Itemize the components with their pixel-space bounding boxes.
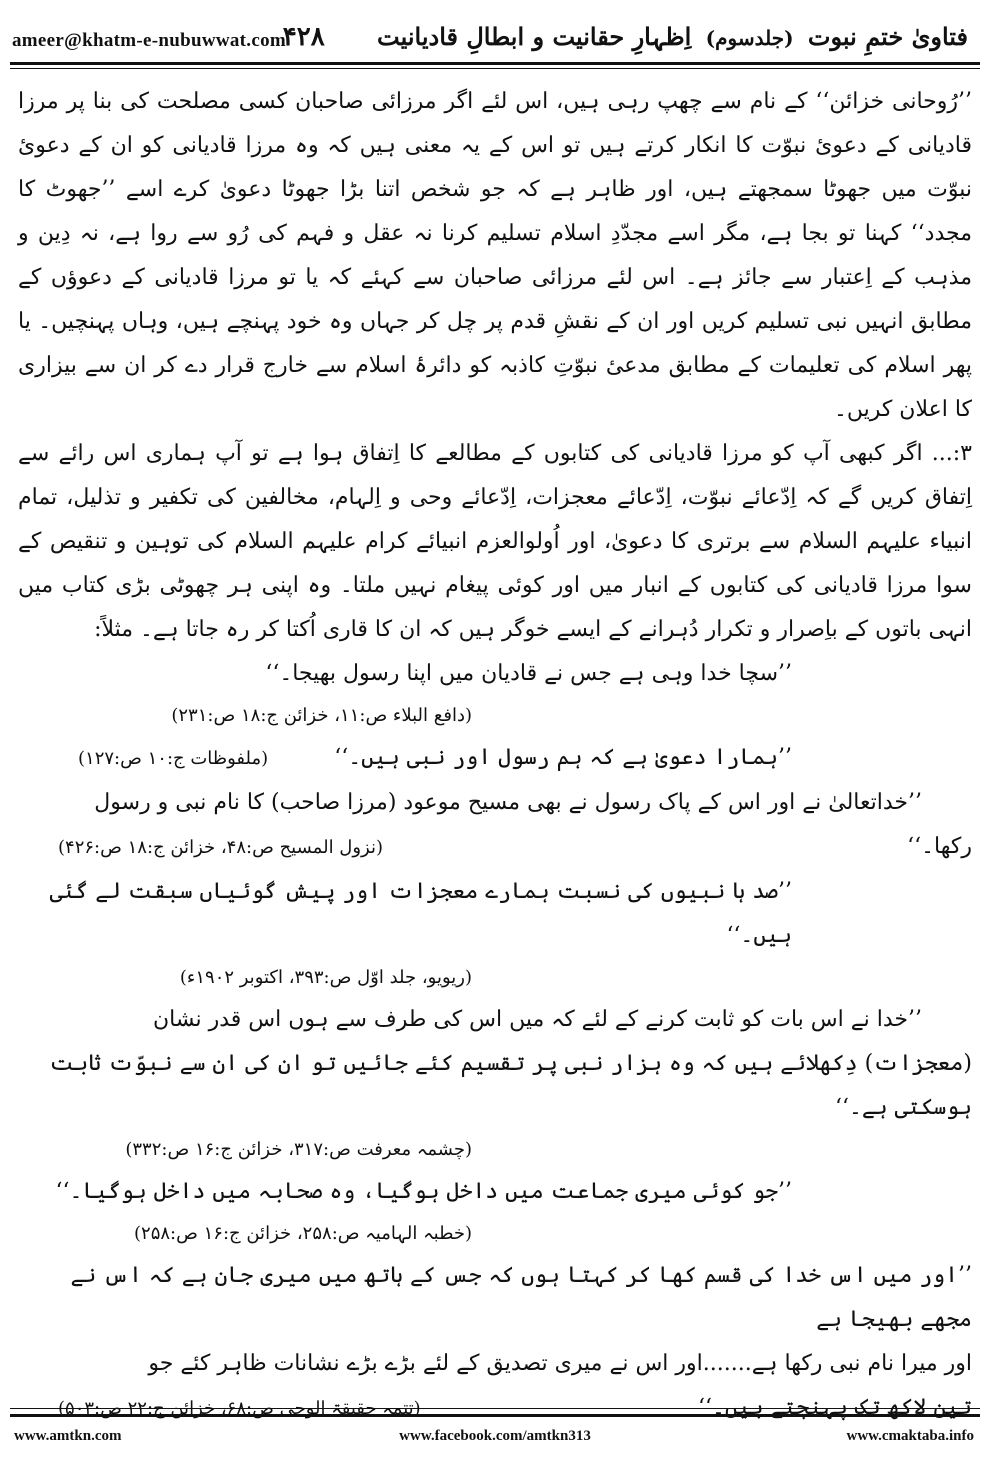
volume-label: (جلدسوم) [705,26,794,50]
quote-1: ’’سچا خدا وہی ہے جس نے قادیان میں اپنا رسول بھیجا۔‘‘ [265,661,792,686]
quote-3-row [18,825,972,870]
book-title: فتاویٰ ختمِ نبوت [807,22,968,51]
footer-link-center: www.facebook.com/amtkn313 [399,1428,591,1444]
reference-1: (دافع البلاء ص:۱۱، خزائن ج:۱۸ ص:۲۳۱) [171,705,472,726]
header-email: ameer@khatm-e-nubuwwat.com [12,30,287,51]
footer-link-right: www.cmaktaba.info [846,1428,974,1444]
page-number: ۴۲۸ [282,22,325,52]
reference-4: (ریویو، جلد اوّل ص:۳۹۳، اکتوبر ۱۹۰۲ء) [179,967,472,988]
quote-4: ’’صد ہا نبیوں کی نسبت ہمارے معجزات اور پیش گوئیاں سبقت لے گئی ہیں۔‘‘ [49,879,792,948]
reference-3: (نزول المسیح ص:۴۸، خزائن ج:۱۸ ص:۴۲۶) [58,837,384,858]
paragraph-2: ۳:... اگر کبھی آپ کو مرزا قادیانی کی کتابوں کے مطالعے کا اِتفاق ہوا ہے تو آپ ہماری اس رائے سے اِتفاق کریں گے کہ اِدّعائے نبوّت، اِدّعائے معجزات، اِدّعائے وحی و اِلہام، مخالفین کی تکفیر و تذلیل، تمام انبیاء علیہم السلام سے برتری کا دعویٰ، اور اُولوالعزم انبیائے کرام علیہم السلام کی توہین و تنقیص کے سوا مرزا قادیانی کی کتابوں کے انبار میں اور کوئی پیغام نہیں ملتا۔ وہ اپنی ہر چھوٹی بڑی کتاب میں انہی باتوں کے باِصرار و تکرار دُہرانے کے ایسے خوگر ہیں کہ ان کا قاری اُکتا کر رہ جاتا ہے۔ مثلاً: [18,441,973,642]
header-rule-thin [10,68,980,69]
reference-6: (خطبہ الہامیہ ص:۲۵۸، خزائن ج:۱۶ ص:۲۵۸) [134,1223,472,1244]
page-body [18,80,972,1431]
paragraph-1: ’’رُوحانی خزائن‘‘ کے نام سے چھپ رہی ہیں، اس لئے اگر مرزائی صاحبان کسی مصلحت کی بنا پر مرزا قادیانی کے دعویٔ نبوّت کا انکار کرتے ہیں تو اس کے یہ معنی ہیں کہ وہ مرزا قادیانی کو ان کے دعویٔ نبوّت میں جھوٹا سمجھتے ہیں، اور ظاہر ہے کہ جو شخص اتنا بڑا جھوٹا دعویٰ کرے اسے ’’جھوٹ کا مجدد‘‘ کہنا تو بجا ہے، مگر اسے مجدّدِ اسلام تسلیم کرنا نہ عقل و فہم کی رُو سے روا ہے، نہ دِین و مذہب کے اِعتبار سے جائز ہے۔ اس لئے مرزائی صاحبان سے کہئے کہ یا تو مرزا قادیانی کے دعوؤں کے مطابق انہیں نبی تسلیم کریں اور ان کے نقشِ قدم پر چل کر جہاں وہ خود پہنچے ہیں، وہاں پہنچیں۔ یا پھر اسلام کی تعلیمات کے مطابق مدعیٔ نبوّتِ کاذبہ کو دائرۂ اسلام سے خارج قرار دے کر ان سے بیزاری کا اعلان کریں۔ [18,89,972,422]
footer-rule-thick [10,1414,980,1417]
page-footer [0,1408,990,1460]
quote-5-cont: (معجزات) دِکھلائے ہیں کہ وہ ہزار نبی پر تقسیم کئے جائیں تو ان کی ان سے نبوّت ثابت ہوسکتی ہے۔‘‘ [49,1051,972,1120]
quote-7-cont: اور میرا نام نبی رکھا ہے.......اور اس نے میری تصدیق کے لئے بڑے بڑے نشانات ظاہر کئے جو [148,1351,972,1376]
page-header [0,0,990,70]
reference-7: (تتمہ حقیقۃ الوحی ص:۶۸، خزائن ج:۲۲ ص:۵۰۳) [58,1398,421,1419]
quote-7: ’’اور میں اس خدا کی قسم کھا کر کہتا ہوں کہ جس کے ہاتھ میں میری جان ہے کہ اس نے مجھے بھیجا ہے [70,1263,972,1332]
reference-2: (ملفوظات ج:۱۰ ص:۱۲۷) [78,748,269,769]
quote-6: ’’جو کوئی میری جماعت میں داخل ہوگیا، وہ صحابہ میں داخل ہوگیا۔‘‘ [55,1179,792,1204]
footer-link-left: www.amtkn.com [14,1428,122,1444]
quote-5: ’’خدا نے اس بات کو ثابت کرنے کے لئے کہ میں اس کی طرف سے ہوں اس قدر نشان [152,1007,922,1032]
header-title [239,22,968,52]
quote-3: ’’خداتعالیٰ نے اور اس کے پاک رسول نے بھی مسیح موعود (مرزا صاحب) کا نام نبی و رسول [94,790,922,815]
section-title: اِظہارِ حقانیت و ابطالِ قادیانیت [377,22,692,51]
quote-3-end: رکھا۔‘‘ [907,834,972,859]
reference-5: (چشمہ معرفت ص:۳۱۷، خزائن ج:۱۶ ص:۳۳۲) [125,1139,472,1160]
quote-2: ’’ہمارا دعویٰ ہے کہ ہم رسول اور نبی ہیں۔‘‘ [334,745,792,770]
footer-rule-thin [10,1408,980,1409]
quote-2-row [18,736,972,781]
header-rule-thick [10,62,980,65]
quote-7-end: تین لاکھ تک پہنچتے ہیں۔‘‘ [698,1395,972,1420]
